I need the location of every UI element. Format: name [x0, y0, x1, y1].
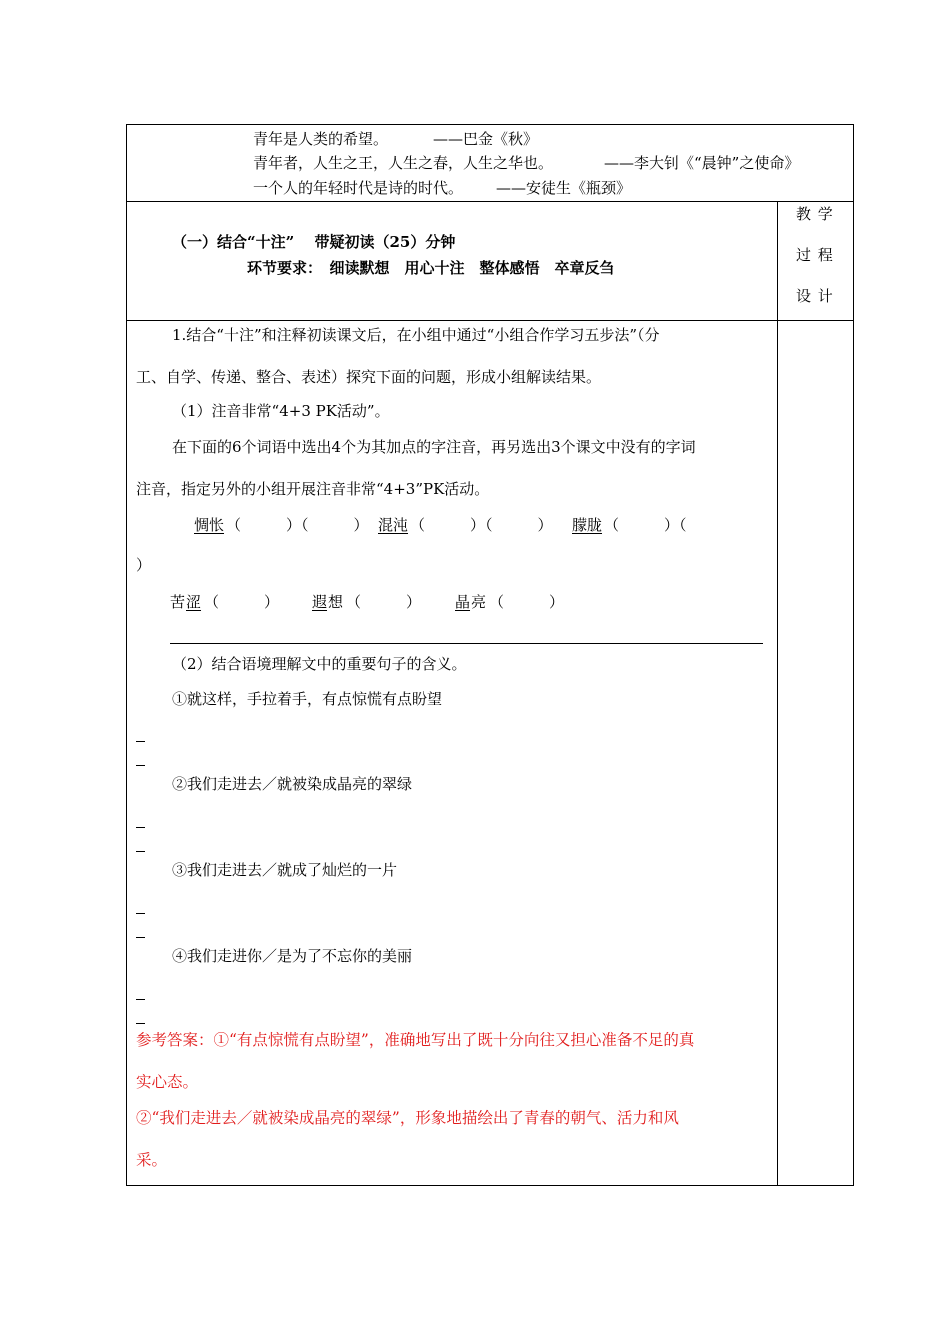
answer-blank-4a[interactable] — [136, 999, 145, 1000]
answer-writing-line[interactable] — [170, 643, 763, 644]
word-hundun: 混沌 — [378, 516, 409, 534]
row-divider-2 — [126, 320, 854, 321]
answer-blank-2a[interactable] — [136, 827, 145, 828]
blank-xiaxiang: （ ） — [346, 593, 422, 611]
sentence-1: ①就这样，手拉着手，有点惊慌有点盼望 — [172, 690, 443, 708]
section-requirements: 环节要求： 细读默想 用心十注 整体感悟 卒章反刍 — [247, 259, 615, 277]
sentence-4: ④我们走进你／是为了不忘你的美丽 — [172, 947, 413, 965]
word-chouchang: 惆怅 — [194, 516, 225, 534]
table-border-top — [126, 124, 854, 125]
blank-menglong-wrap: ） — [136, 556, 152, 574]
word-menglong: 朦胧 — [572, 516, 603, 534]
blank-jingliang: （ ） — [489, 593, 565, 611]
word-kuse-dot: 涩 — [186, 593, 202, 611]
sub2-title: （2）结合语境理解文中的重要句子的含义。 — [172, 655, 467, 673]
blank-hundun: （ ）（ ） — [410, 516, 553, 534]
reference-answer-line1: 参考答案：①“有点惊慌有点盼望”，准确地写出了既十分向往又担心准备不足的真 — [136, 1031, 695, 1049]
answer-blank-2b[interactable] — [136, 851, 145, 852]
sub1-desc-line1: 在下面的6个词语中选出4个为其加点的字注音，再另选出3个课文中没有的字词 — [172, 438, 696, 456]
sub1-desc-line2: 注音，指定另外的小组开展注音非常“4+3”PK活动。 — [136, 480, 490, 498]
task1-intro-line2: 工、自学、传递、整合、表述）探究下面的问题，形成小组解读结果。 — [136, 368, 602, 386]
answer-blank-4b[interactable] — [136, 1023, 145, 1024]
quote-1-source: ——巴金《秋》 — [433, 130, 539, 148]
quote-2-source: ——李大钊《“晨钟”之使命》 — [604, 154, 800, 172]
quote-3-text: 一个人的年轻时代是诗的时代。 — [253, 179, 464, 197]
sub1-title: （1）注音非常“4+3 PK活动”。 — [172, 402, 390, 420]
table-border-bottom — [126, 1185, 854, 1186]
word-kuse-pre: 苦 — [170, 593, 186, 611]
sentence-3: ③我们走进去／就成了灿烂的一片 — [172, 861, 398, 879]
quote-3-source: ——安徒生《瓶颈》 — [496, 179, 632, 197]
section-title: （一）结合“十注” 带疑初读（25）分钟 — [172, 233, 456, 251]
blank-chouchang: （ ）（ ） — [226, 516, 369, 534]
side-label-3: 设 计 — [796, 287, 834, 305]
side-label-1: 教 学 — [796, 205, 834, 223]
answer-blank-1b[interactable] — [136, 765, 145, 766]
word-jingliang-dot: 晶 — [455, 593, 471, 611]
reference-answer-line2: 实心态。 — [136, 1073, 199, 1091]
reference-answer-line3: ②“我们走进去／就被染成晶亮的翠绿”，形象地描绘出了青春的朝气、活力和风 — [136, 1109, 679, 1127]
table-border-left — [126, 124, 127, 1186]
side-column-divider — [777, 201, 778, 1186]
answer-blank-1a[interactable] — [136, 741, 145, 742]
answer-blank-3b[interactable] — [136, 937, 145, 938]
blank-menglong: （ ）（ — [604, 516, 687, 534]
answer-blank-3a[interactable] — [136, 913, 145, 914]
reference-answer-line4: 采。 — [136, 1151, 168, 1169]
quote-2-text: 青年者，人生之王，人生之春，人生之华也。 — [253, 154, 554, 172]
quote-1-text: 青年是人类的希望。 — [253, 130, 389, 148]
row-divider-1 — [126, 201, 854, 202]
table-border-right — [853, 124, 854, 1186]
side-label-2: 过 程 — [796, 246, 834, 264]
blank-kuse: （ ） — [204, 593, 280, 611]
sentence-2: ②我们走进去／就被染成晶亮的翠绿 — [172, 775, 413, 793]
word-jingliang-post: 亮 — [471, 593, 487, 611]
word-xiaxiang-post: 想 — [328, 593, 344, 611]
task1-intro-line1: 1.结合“十注”和注释初读课文后，在小组中通过“小组合作学习五步法”（分 — [172, 326, 660, 344]
word-xiaxiang-dot: 遐 — [312, 593, 328, 611]
